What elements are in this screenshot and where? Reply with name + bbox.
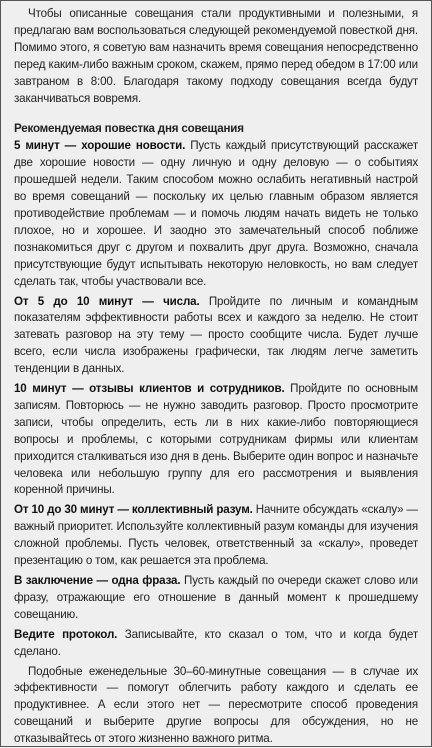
agenda-item-lead: 10 минут — отзывы клиентов и сотрудников. bbox=[14, 382, 285, 396]
agenda-item-text: Начните обсуждать «скалу» — важный приоритет. Используйте коллективный разум команды для изучения сложной проблемы. Пусть человек, ответственный за «скалу», проведет презентацию о том, как решается эта проблема. bbox=[14, 503, 418, 568]
agenda-item-text: Пройдите по основным записям. Повторюсь — не нужно заводить разговор. Просто просмотрите записи, чтобы определить, есть ли в них какие-либо повторяющиеся вопросы и проблемы, с которыми сотрудникам фирмы или клиентам приходится сталкиваться изо дня в день. Выберите один вопрос и назначьте человека или небольшую группу для его рассмотрения и выявления коренной причины. bbox=[14, 382, 418, 497]
intro-paragraph: Чтобы описанные совещания стали продуктивными и полезными, я предлагаю вам воспользоваться следующей рекомендуемой повесткой дня. Помимо этого, я советую вам назначить время совещания непосредственно перед каким-либо важным сроком, скажем, прямо перед обедом в 17:00 или завтраном в 8:00. Благодаря такому подходу совещания всегда будут заканчиваться вовремя. bbox=[14, 7, 418, 105]
agenda-item-text: Пусть каждый присутствующий расскажет две хорошие новости — одну личную и одну деловую — о событиях прошедшей недели. Таким способом можно ослабить негативный настрой во время совещаний — поскольку их целью главным образом является противодействие проблемам — и помочь людям начать видеть не только плохое, но и хорошее. И заодно это замечательный способ поближе познакомиться друг с другом и похвалить друг друга. Возможно, сначала присутствующие будут испытывать некоторую неловкость, но вам следует сделать так, чтобы участвовали все. bbox=[14, 139, 418, 288]
agenda-item-one-phrase bbox=[14, 573, 418, 624]
section-title: Рекомендуемая повестка дня совещания bbox=[14, 122, 244, 136]
agenda-item-lead: От 5 до 10 минут — числа. bbox=[14, 294, 200, 308]
agenda-item-minutes bbox=[14, 627, 418, 661]
agenda-item-text: Пусть каждый по очереди скажет слово или фразу, отражающие его отношение в данный момент к прошедшему совещанию. bbox=[14, 574, 418, 621]
agenda-item-collective-mind bbox=[14, 502, 418, 570]
agenda-item-lead: От 10 до 30 минут — коллективный разум. bbox=[14, 503, 253, 517]
agenda-item-good-news bbox=[14, 138, 418, 290]
closing-paragraph: Подобные еженедельные 30–60-минутные совещания — в случае их эффективности — помогут облегчить работу каждого и сделать ее продуктивнее. А если этого нет — пересмотрите способ проведения совещаний и выберите другие вопросы для обсуждения, но не отказывайтесь от этого жизненно важного ритма. bbox=[14, 664, 418, 746]
agenda-item-lead: 5 минут — хорошие новости. bbox=[14, 139, 186, 153]
agenda-item-lead: В заключение — одна фраза. bbox=[14, 574, 181, 587]
agenda-item-text: Пройдите по личным и командным показателям эффективности работы всех и каждого за неделю. Не стоит затевать разговор на эту тему — просто сообщите числа. Будет лучше всего, если числа изображены графически, так людям легче заметить тенденции в данных. bbox=[14, 294, 418, 376]
agenda-item-numbers bbox=[14, 294, 418, 379]
agenda-item-feedback bbox=[14, 381, 418, 499]
agenda-item-lead: Ведите протокол. bbox=[14, 627, 118, 641]
agenda-item-text: Записывайте, кто сказал о том, что и когда будет сделано. bbox=[14, 627, 418, 658]
